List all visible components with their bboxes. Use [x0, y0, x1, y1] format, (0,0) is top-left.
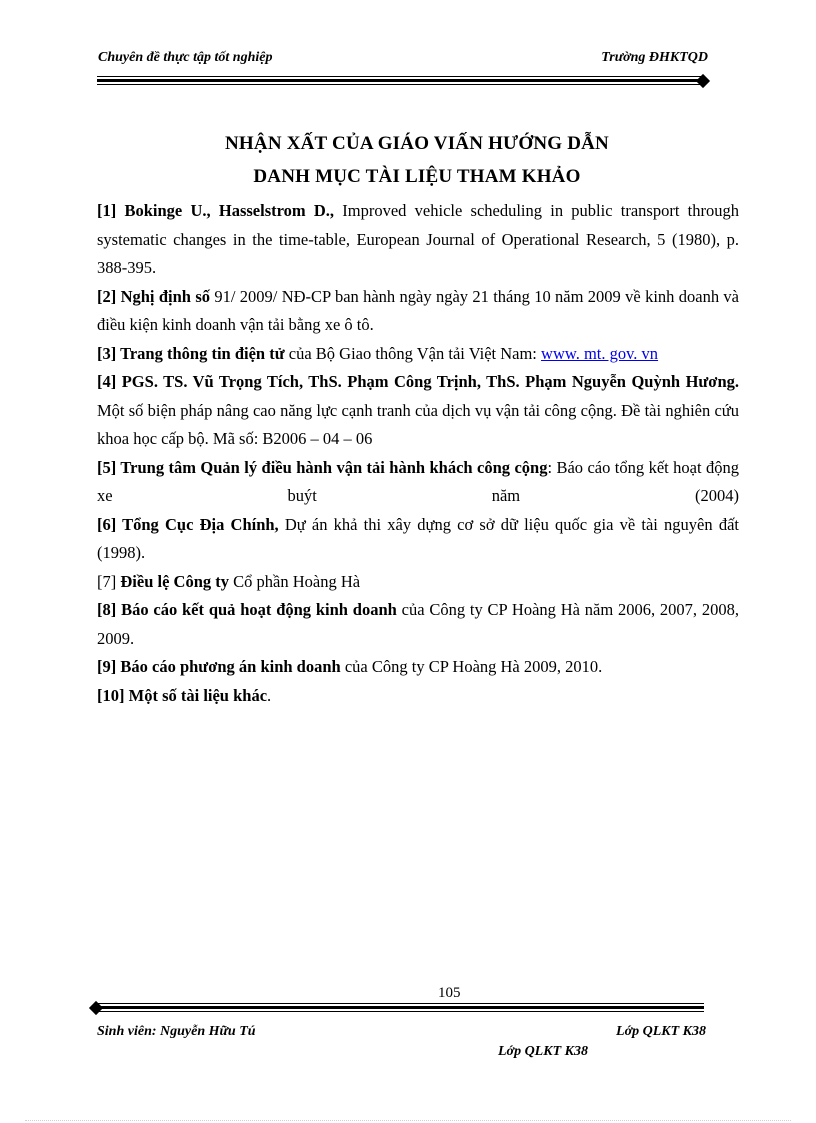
reference-4-text: Một số biện pháp nâng cao năng lực cạnh tranh của dịch vụ vận tải công cộng. Đề tài nghiên cứu khoa học cấp bộ. Mã số: B2006 – 04 – 06 — [97, 400, 739, 448]
reference-item-3 — [97, 340, 739, 369]
header-right-text: Trường ĐHKTQD — [601, 50, 708, 65]
reference-1-text: Improved vehicle scheduling in public transport through systematic changes in the time-table, European Journal of Operational Research, 5 (1980), p. 388-395. — [97, 201, 739, 277]
ministry-website-link[interactable]: www. mt. gov. vn — [541, 343, 659, 363]
reference-list — [97, 197, 739, 710]
reference-6-title: Tổng Cục Địa Chính, — [122, 514, 279, 534]
reference-item-6 — [97, 511, 739, 568]
page-title-comments: NHẬN XẤT CỦA GIÁO VIẤN HƯỚNG DẪN — [225, 133, 609, 154]
reference-8-text: của Công ty CP Hoàng Hà năm 2006, 2007, 2008, 2009. — [97, 600, 739, 648]
reference-item-2 — [97, 283, 739, 340]
reference-item-1 — [97, 197, 739, 283]
reference-item-5 — [97, 454, 739, 511]
reference-item-8 — [97, 596, 739, 653]
reference-10-number: [10] — [97, 685, 129, 705]
footer-class-label-duplicate: Lớp QLKT K38 — [498, 1044, 588, 1059]
page-title-references: DANH MỤC TÀI LIỆU THAM KHẢO — [253, 166, 581, 187]
reference-item-7 — [97, 568, 739, 597]
reference-7-title: Điều lệ Công ty — [120, 571, 229, 591]
reference-5-number: [5] — [97, 457, 121, 477]
reference-9-number: [9] — [97, 657, 121, 676]
reference-2-number: [2] — [97, 286, 121, 306]
footer-class-label: Lớp QLKT K38 — [616, 1024, 706, 1039]
reference-item-9 — [97, 653, 739, 682]
footer-student-name: Sinh viên: Nguyễn Hữu Tú — [97, 1024, 256, 1039]
reference-2-title: Nghị định số — [120, 286, 210, 306]
reference-item-4 — [97, 368, 739, 454]
reference-3-title: Trang thông tin điện tử — [120, 343, 285, 363]
reference-1-authors: [1] Bokinge U., Hasselstrom D., — [97, 201, 335, 220]
reference-9-text: của Công ty CP Hoàng Hà 2009, 2010. — [340, 657, 603, 676]
reference-6-text: Dự án khả thi xây dựng cơ sở dữ liệu quốc gia về tài nguyên đất (1998). — [97, 514, 739, 562]
reference-7-text: Cổ phần Hoàng Hà — [229, 571, 361, 591]
reference-3-number: [3] — [97, 343, 121, 363]
reference-4-authors: [4] PGS. TS. Vũ Trọng Tích, ThS. Phạm Công Trịnh, ThS. Phạm Nguyễn Quỳnh Hương. — [97, 372, 739, 391]
reference-10-text: . — [267, 685, 272, 705]
reference-7-number: [7] — [97, 571, 121, 591]
reference-3-text: của Bộ Giao thông Vận tải Việt Nam: — [284, 343, 542, 363]
reference-6-number: [6] — [97, 514, 123, 534]
page-number: 105 — [438, 985, 461, 1001]
reference-5-text: : Báo cáo tổng kết hoạt động xe buýt năm (2004) — [97, 457, 739, 505]
reference-5-title: Trung tâm Quản lý điều hành vận tải hành khách công cộng — [120, 457, 548, 477]
header-left-text: Chuyên đề thực tập tốt nghiệp — [98, 50, 273, 65]
reference-8-number: [8] — [97, 600, 122, 619]
reference-10-title: Một số tài liệu khác — [128, 685, 268, 705]
page-bottom-dotted-border — [25, 1120, 791, 1121]
reference-item-10 — [97, 682, 739, 711]
reference-8-title: Báo cáo kết quả hoạt động kinh doanh — [121, 600, 397, 619]
reference-9-title: Báo cáo phương án kinh doanh — [120, 657, 341, 676]
reference-2-text: 91/ 2009/ NĐ-CP ban hành ngày ngày 21 tháng 10 năm 2009 về kinh doanh và điều kiện kinh doanh vận tải bằng xe ô tô. — [97, 286, 739, 334]
